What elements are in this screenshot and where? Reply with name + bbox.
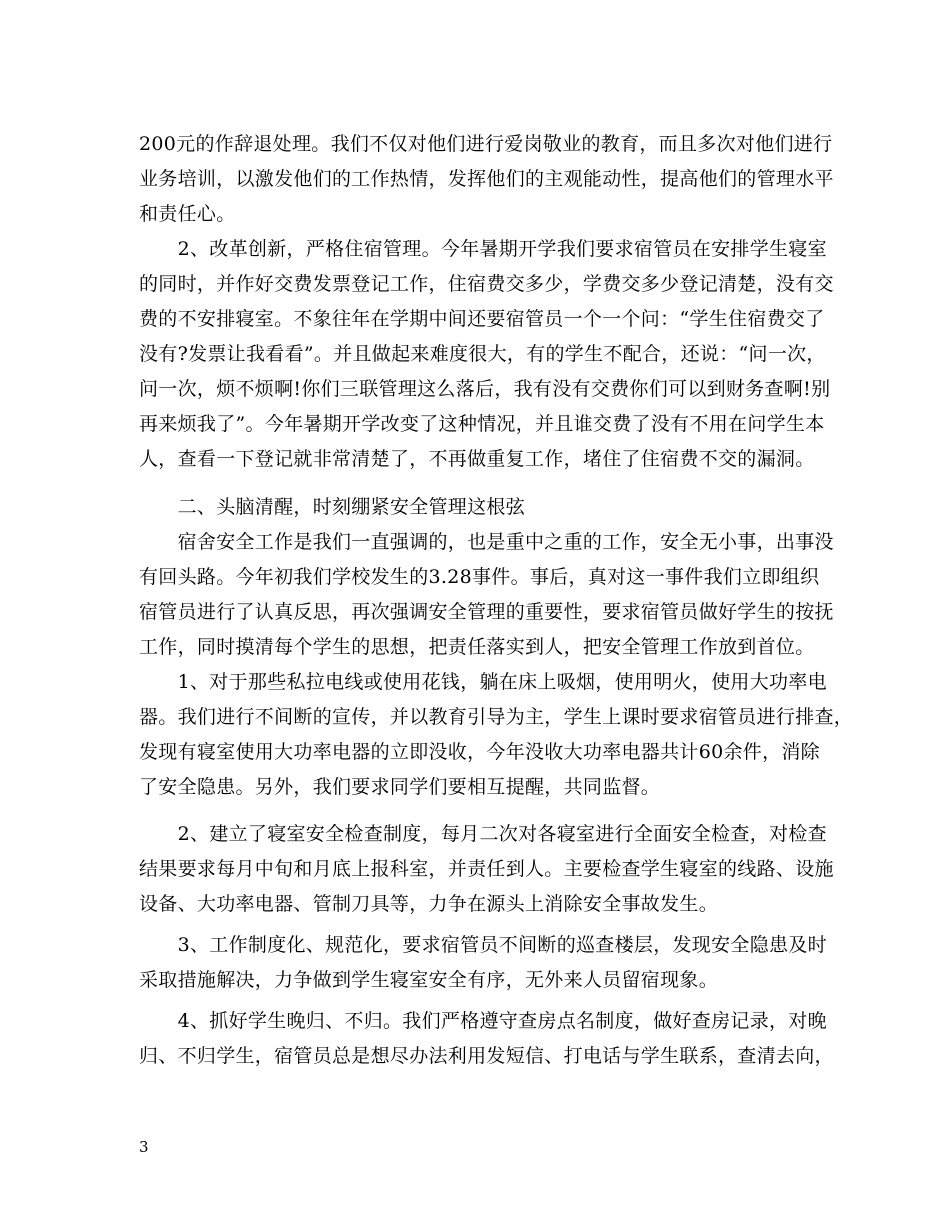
- body-text-line: 再来烦我了”。今年暑期开学改变了这种情况，并且谁交费了没有不用在问学生本: [139, 413, 825, 435]
- body-text-line: 设备、大功率电器、管制刀具等，力争在源头上消除安全事故发生。: [139, 893, 719, 915]
- body-text-line: 3、工作制度化、规范化，要求宿管员不间断的巡查楼层，发现安全隐患及时: [139, 934, 827, 956]
- body-text-line: 器。我们进行不间断的宣传，并以教育引导为主，学生上课时要求宿管员进行排查，: [139, 706, 854, 728]
- body-text-line: 2、建立了寝室安全检查制度，每月二次对各寝室进行全面安全检查，对检查: [139, 823, 827, 845]
- body-text-line: 有回头路。今年初我们学校发生的3.28事件。事后，真对这一事件我们立即组织: [139, 566, 820, 588]
- body-text-line: 结果要求每月中旬和月底上报科室，并责任到人。主要检查学生寝室的线路、设施: [139, 858, 834, 880]
- body-text-line: 业务培训，以激发他们的工作热情，发挥他们的主观能动性，提高他们的管理水平: [139, 168, 834, 190]
- body-text-line: 200元的作辞退处理。我们不仅对他们进行爱岗敬业的教育，而且多次对他们进行: [139, 133, 833, 155]
- body-text-line: 2、改革创新，严格住宿管理。今年暑期开学我们要求宿管员在安排学生寝室: [139, 238, 827, 260]
- body-text-line: 归、不归学生，宿管员总是想尽办法利用发短信、打电话与学生联系，查清去向，: [139, 1045, 834, 1067]
- body-text-line: 的同时，并作好交费发票登记工作，住宿费交多少，学费交多少登记清楚，没有交: [139, 273, 834, 295]
- section-heading: 二、头脑清醒，时刻绷紧安全管理这根弦: [139, 496, 526, 518]
- body-text-line: 宿舍安全工作是我们一直强调的，也是重中之重的工作，安全无小事，出事没: [139, 531, 834, 553]
- body-text-line: 1、对于那些私拉电线或使用花钱，躺在床上吸烟，使用明火，使用大功率电: [139, 671, 827, 693]
- body-text-line: 人，查看一下登记就非常清楚了，不再做重复工作，堵住了住宿费不交的漏洞。: [139, 448, 815, 470]
- body-text-line: 了安全隐患。另外，我们要求同学们要相互提醒，共同监督。: [139, 776, 661, 798]
- body-text-line: 宿管员进行了认真反思，再次强调安全管理的重要性，要求宿管员做好学生的按抚: [139, 601, 834, 623]
- body-text-line: 工作，同时摸清每个学生的思想，把责任落实到人，把安全管理工作放到首位。: [139, 636, 815, 658]
- page-number: 3: [139, 1138, 149, 1156]
- body-text-line: 4、抓好学生晚归、不归。我们严格遵守查房点名制度，做好查房记录，对晚: [139, 1010, 827, 1032]
- body-text-line: 和责任心。: [139, 203, 236, 225]
- body-text-line: 费的不安排寝室。不象往年在学期中间还要宿管员一个一个问：“学生住宿费交了: [139, 308, 825, 330]
- body-text-line: 发现有寝室使用大功率电器的立即没收，今年没收大功率电器共计60余件，消除: [139, 741, 820, 763]
- body-text-line: 问一次，烦不烦啊!你们三联管理这么落后，我有没有交费你们可以到财务查啊!别: [139, 378, 831, 400]
- body-text-line: 采取措施解决，力争做到学生寝室安全有序，无外来人员留宿现象。: [139, 969, 719, 991]
- body-text-line: 没有?发票让我看看”。并且做起来难度很大，有的学生不配合，还说：“问一次，: [139, 343, 826, 365]
